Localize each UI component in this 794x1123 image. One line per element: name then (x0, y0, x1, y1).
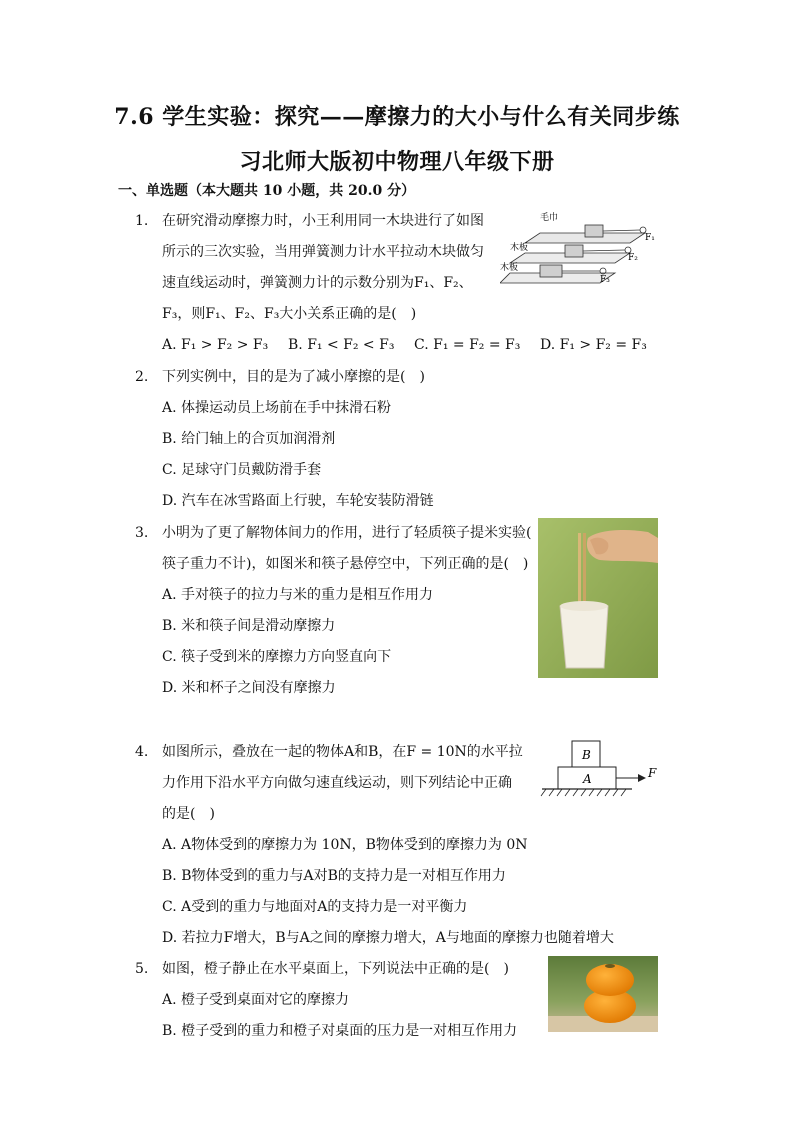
option-a: A. 橙子受到桌面对它的摩擦力 (162, 992, 350, 1008)
question-text-line: 小明为了更了解物体间力的作用，进行了轻质筷子提米实验( (162, 525, 532, 541)
question-number: 5. (135, 961, 149, 977)
question-number: 3. (135, 525, 149, 541)
option-a: A. A物体受到的摩擦力为 10N，B物体受到的摩擦力为 0N (162, 837, 528, 853)
option-b: B. 橙子受到的重力和橙子对桌面的压力是一对相互作用力 (162, 1023, 518, 1039)
option-d: D. F₁ > F₂ = F₃ (540, 337, 647, 353)
option-a: A. 体操运动员上场前在手中抹滑石粉 (162, 400, 392, 416)
question-number: 1. (135, 213, 149, 229)
stacked-blocks-figure (540, 738, 670, 804)
question-text-line: 如图所示，叠放在一起的物体A和B，在F = 10N的水平拉 (162, 744, 523, 760)
option-d: D. 汽车在冰雪路面上行驶，车轮安装防滑链 (162, 493, 434, 509)
option-c: C. F₁ = F₂ = F₃ (414, 337, 521, 353)
option-d: D. 米和杯子之间没有摩擦力 (162, 680, 336, 696)
figure-label-f3: F₃ (600, 275, 610, 285)
question-text-line: 速直线运动时，弹簧测力计的示数分别为F₁、F₂、 (162, 275, 473, 291)
section-heading: 一、单选题（本大题共 10 小题，共 20.0 分） (118, 183, 416, 199)
figure-label-towel: 毛巾 (540, 213, 559, 223)
question-text-line: F₃，则F₁、F₂、F₃大小关系正确的是( ) (162, 306, 417, 322)
option-b: B. F₁ < F₂ < F₃ (288, 337, 395, 353)
option-b: B. B物体受到的重力与A对B的支持力是一对相互作用力 (162, 868, 506, 884)
question-number: 4. (135, 744, 149, 760)
page-title-line-2: 习北师大版初中物理八年级下册 (239, 149, 555, 175)
question-text-line: 所示的三次实验，当用弹簧测力计水平拉动木块做匀 (162, 244, 484, 260)
force-f-label: F (648, 766, 657, 780)
figure-label-f1: F₁ (645, 233, 655, 243)
friction-experiment-figure (500, 208, 660, 298)
option-c: C. 足球守门员戴防滑手套 (162, 462, 322, 478)
option-a: A. F₁ > F₂ > F₃ (162, 337, 269, 353)
option-c: C. 筷子受到米的摩擦力方向竖直向下 (162, 649, 392, 665)
question-text-line: 下列实例中，目的是为了减小摩擦的是( ) (162, 369, 425, 385)
question-text-line: 筷子重力不计)，如图米和筷子悬停空中，下列正确的是( ) (162, 556, 529, 572)
figure-label-board: 木板 (510, 243, 529, 253)
question-number: 2. (135, 369, 149, 385)
option-d: D. 若拉力F增大，B与A之间的摩擦力增大，A与地面的摩擦力也随着增大 (162, 930, 614, 946)
figure-label-board: 木板 (500, 263, 519, 273)
question-text-line: 如图，橙子静止在水平桌面上，下列说法中正确的是( ) (162, 961, 509, 977)
figure-label-f2: F₂ (628, 253, 638, 263)
chopstick-rice-photo (538, 518, 658, 678)
block-b-label: B (582, 748, 591, 762)
block-a-label: A (583, 772, 592, 786)
oranges-photo (548, 956, 658, 1032)
option-c: C. A受到的重力与地面对A的支持力是一对平衡力 (162, 899, 468, 915)
option-a: A. 手对筷子的拉力与米的重力是相互作用力 (162, 587, 434, 603)
option-b: B. 给门轴上的合页加润滑剂 (162, 431, 336, 447)
question-text-line: 的是( ) (162, 806, 215, 822)
question-text-line: 力作用下沿水平方向做匀速直线运动，则下列结论中正确 (162, 775, 512, 791)
question-text-line: 在研究滑动摩擦力时，小王利用同一木块进行了如图 (162, 213, 484, 229)
page-title-line-1: 7.6 学生实验：探究——摩擦力的大小与什么有关同步练 (114, 104, 680, 130)
option-b: B. 米和筷子间是滑动摩擦力 (162, 618, 336, 634)
